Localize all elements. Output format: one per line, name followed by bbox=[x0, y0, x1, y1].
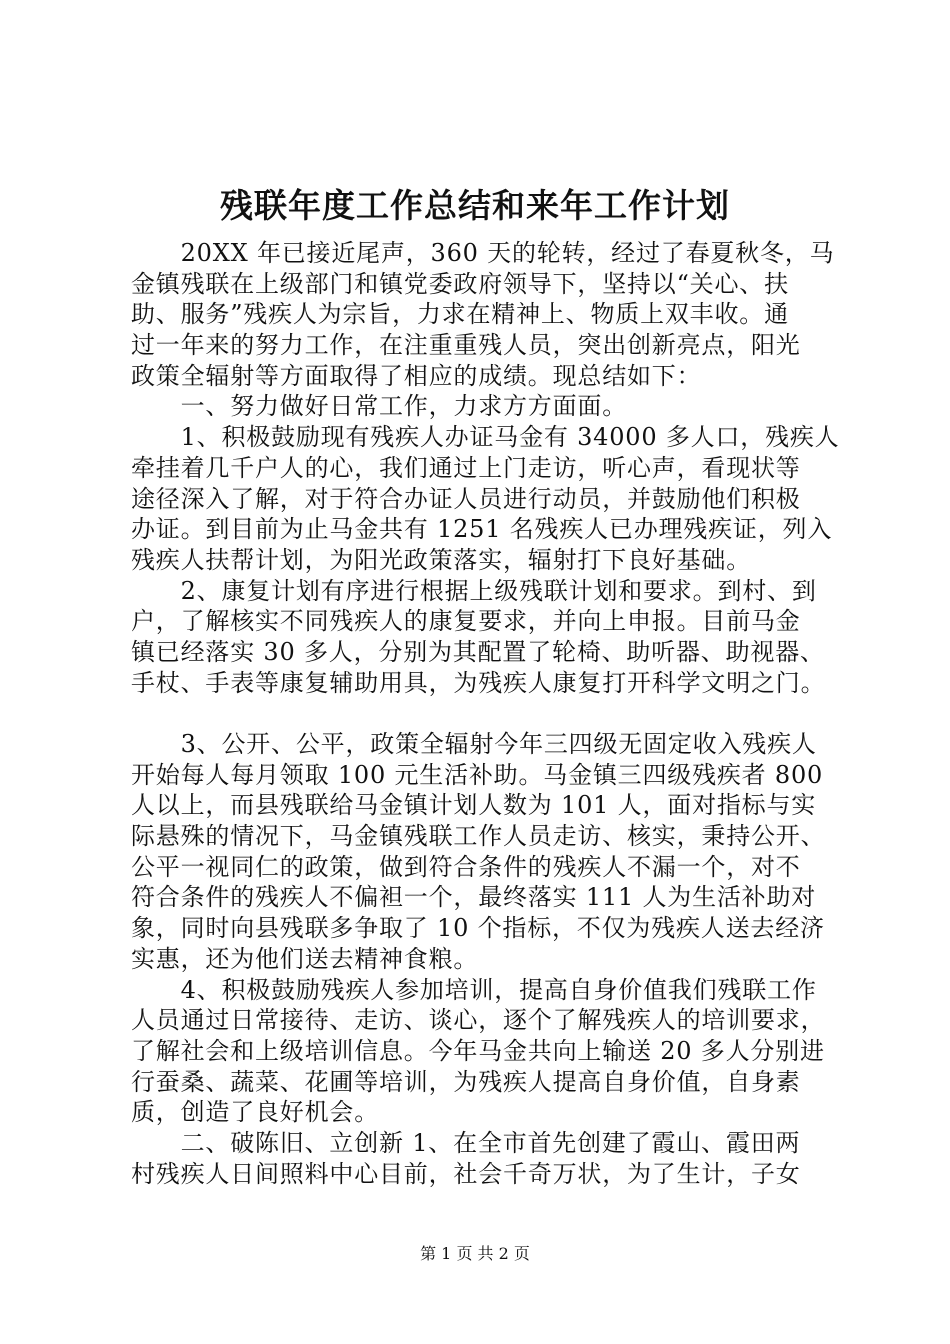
body-line: 际悬殊的情况下，马金镇残联工作人员走访、核实，秉持公开、 bbox=[131, 822, 826, 851]
body-line: 公平一视同仁的政策，做到符合条件的残疾人不漏一个，对不 bbox=[131, 852, 801, 881]
body-line: 质，创造了良好机会。 bbox=[131, 1098, 379, 1127]
body-line: 象，同时向县残联多争取了 10 个指标，不仅为残疾人送去经济 bbox=[131, 914, 825, 943]
body-line: 镇已经落实 30 多人，分别为其配置了轮椅、助听器、助视器、 bbox=[131, 637, 825, 666]
body-line: 村残疾人日间照料中心目前，社会千奇万状，为了生计，子女 bbox=[131, 1159, 801, 1188]
body-line: 了解社会和上级培训信息。今年马金共向上输送 20 多人分别进 bbox=[131, 1036, 825, 1065]
body-line bbox=[131, 698, 851, 729]
document-title: 残联年度工作总结和来年工作计划 bbox=[220, 186, 730, 225]
body-line: 二、破陈旧、立创新 1、在全市首先创建了霞山、霞田两 bbox=[131, 1128, 801, 1157]
body-line: 残疾人扶帮计划，为阳光政策落实，辐射打下良好基础。 bbox=[131, 545, 751, 574]
body-line: 2、康复计划有序进行根据上级残联计划和要求。到村、到 bbox=[131, 576, 817, 605]
body-line: 1、积极鼓励现有残疾人办证马金有 34000 多人口，残疾人 bbox=[131, 423, 840, 452]
body-line: 金镇残联在上级部门和镇党委政府领导下，坚持以“关心、扶 bbox=[131, 269, 789, 298]
body-line: 人以上，而县残联给马金镇计划人数为 101 人，面对指标与实 bbox=[131, 791, 817, 820]
body-line: 行蚕桑、蔬菜、花圃等培训，为残疾人提高自身价值，自身素 bbox=[131, 1067, 801, 1096]
body-line: 开始每人每月领取 100 元生活补助。马金镇三四级残疾者 800 bbox=[131, 760, 824, 789]
body-line: 牵挂着几千户人的心，我们通过上门走访，听心声，看现状等 bbox=[131, 453, 801, 482]
body-line: 实惠，还为他们送去精神食粮。 bbox=[131, 944, 479, 973]
body-line: 手杖、手表等康复辅助用具，为残疾人康复打开科学文明之门。 bbox=[131, 668, 826, 697]
body-line: 办证。到目前为止马金共有 1251 名残疾人已办理残疾证，列入 bbox=[131, 515, 833, 544]
page-footer: 第 1 页 共 2 页 bbox=[420, 1244, 530, 1263]
body-line: 3、公开、公平，政策全辐射今年三四级无固定收入残疾人 bbox=[131, 730, 817, 758]
body-line: 一、努力做好日常工作，力求方方面面。 bbox=[131, 392, 627, 421]
body-line: 20XX 年已接近尾声，360 天的轮转，经过了春夏秋冬，马 bbox=[131, 239, 835, 267]
body-line: 人员通过日常接待、走访、谈心，逐个了解残疾人的培训要求， bbox=[131, 1006, 826, 1035]
body-line: 符合条件的残疾人不偏袒一个，最终落实 111 人为生活补助对 bbox=[131, 883, 817, 912]
body-line: 途径深入了解，对于符合办证人员进行动员，并鼓励他们积极 bbox=[131, 484, 801, 513]
body-line: 4、积极鼓励残疾人参加培训，提高自身价值我们残联工作 bbox=[131, 975, 817, 1004]
document-body bbox=[131, 238, 851, 1189]
body-line: 过一年来的努力工作，在注重重残人员，突出创新亮点，阳光 bbox=[131, 331, 801, 360]
body-line: 助、服务”残疾人为宗旨，力求在精神上、物质上双丰收。通 bbox=[131, 300, 789, 329]
body-line: 政策全辐射等方面取得了相应的成绩。现总结如下： bbox=[131, 361, 702, 390]
body-line: 户，了解核实不同残疾人的康复要求，并向上申报。目前马金 bbox=[131, 607, 801, 636]
